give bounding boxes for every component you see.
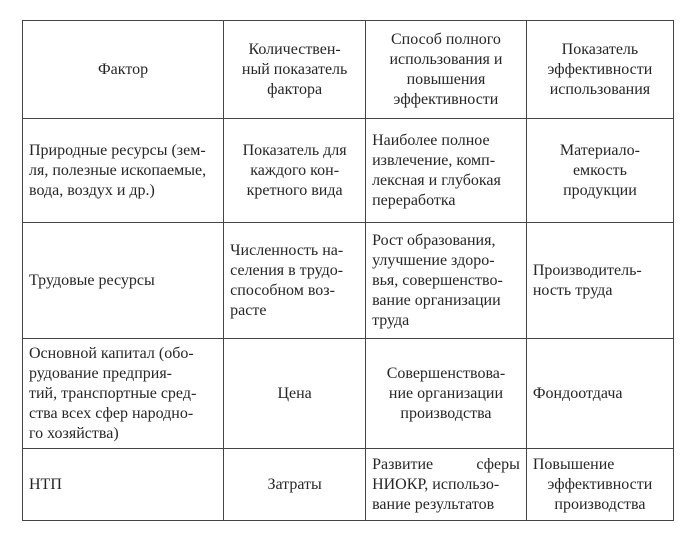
cell-efficiency [526, 119, 673, 223]
cell-line: Материало- [559, 141, 640, 159]
cell-line: производства [554, 495, 646, 513]
cell-line: Развитие сферы [372, 455, 520, 473]
header-factor [23, 21, 224, 119]
cell-line: продукции [563, 181, 637, 199]
cell-line: производства [400, 404, 492, 422]
table-row [23, 449, 674, 521]
cell-line: Численность на- [230, 241, 344, 259]
cell-line: вода, воздух и др.) [29, 181, 155, 199]
cell-line: Производитель- [532, 261, 642, 279]
cell-line: Фондоотдача [532, 384, 623, 402]
header-method-line: использования и [389, 50, 503, 68]
cell-line: расте [230, 301, 267, 319]
cell-line: емкость [572, 161, 627, 179]
cell-line: Наиболее полное [372, 131, 490, 149]
cell-indicator [224, 339, 366, 449]
header-indicator-line: ный показатель [241, 60, 348, 78]
factor-table [22, 20, 674, 521]
header-efficiency-line: Показатель [561, 40, 639, 58]
cell-line: НТП [29, 475, 62, 493]
cell-factor [23, 223, 224, 339]
table-row [23, 119, 674, 223]
cell-method [366, 223, 527, 339]
header-indicator-line: фактора [267, 80, 323, 98]
cell-indicator [224, 449, 366, 521]
table-header-row [23, 21, 674, 119]
header-method [366, 21, 527, 119]
cell-line: го хозяйства) [29, 424, 119, 442]
factor-table-page [22, 20, 674, 520]
header-method-line: повышения [406, 70, 486, 88]
cell-line: Затраты [267, 475, 322, 493]
header-efficiency [526, 21, 673, 119]
cell-line: Трудовые ресурсы [29, 271, 155, 289]
table-row [23, 339, 674, 449]
cell-efficiency [526, 223, 673, 339]
cell-line: ность труда [532, 281, 613, 299]
cell-line: вание организации [372, 291, 501, 309]
cell-line: вание результатов [372, 495, 495, 513]
cell-line: улучшение здоро- [372, 251, 495, 269]
header-method-line: эффективности [393, 90, 499, 108]
cell-line: селения в трудо- [230, 261, 344, 279]
cell-line: кретного вида [246, 181, 343, 199]
cell-line: Повышение [532, 455, 615, 473]
cell-indicator [224, 119, 366, 223]
cell-line: труда [372, 311, 410, 329]
header-method-line: Способ полного [390, 30, 501, 48]
header-factor-text: Фактор [98, 60, 149, 78]
cell-line: переработка [372, 191, 456, 209]
cell-line: НИОКР, использо- [372, 475, 500, 493]
header-indicator-line: Количествен- [248, 40, 341, 58]
header-efficiency-line: использования [549, 80, 651, 98]
cell-method [366, 119, 527, 223]
cell-factor [23, 339, 224, 449]
cell-line: Основной капитал (обо- [29, 344, 194, 362]
cell-line: лексная и глубокая [372, 171, 501, 189]
cell-efficiency [526, 449, 673, 521]
cell-line: Показатель для [242, 141, 347, 159]
cell-method [366, 449, 527, 521]
cell-line: Природные ресурсы (зем- [29, 141, 206, 159]
cell-line: рудование предприя- [29, 364, 172, 382]
cell-line: каждого кон- [250, 161, 340, 179]
cell-line: извлечение, комп- [372, 151, 496, 169]
cell-line: ние организации [388, 384, 504, 402]
cell-line: ля, полезные ископаемые, [29, 161, 207, 179]
cell-line: Рост образования, [372, 231, 496, 249]
cell-efficiency [526, 339, 673, 449]
cell-factor [23, 449, 224, 521]
cell-line: способном воз- [230, 281, 335, 299]
cell-line: эффективности [547, 475, 653, 493]
header-efficiency-line: эффективности [547, 60, 653, 78]
table-row [23, 223, 674, 339]
header-indicator [224, 21, 366, 119]
cell-line: Совершенствова- [386, 364, 506, 382]
cell-line: тий, транспортные сред- [29, 384, 197, 402]
cell-method [366, 339, 527, 449]
cell-factor [23, 119, 224, 223]
cell-indicator [224, 223, 366, 339]
cell-line: ства всех сфер народно- [29, 404, 194, 422]
cell-line: Цена [277, 384, 312, 402]
cell-line: вья, совершенство- [372, 271, 503, 289]
